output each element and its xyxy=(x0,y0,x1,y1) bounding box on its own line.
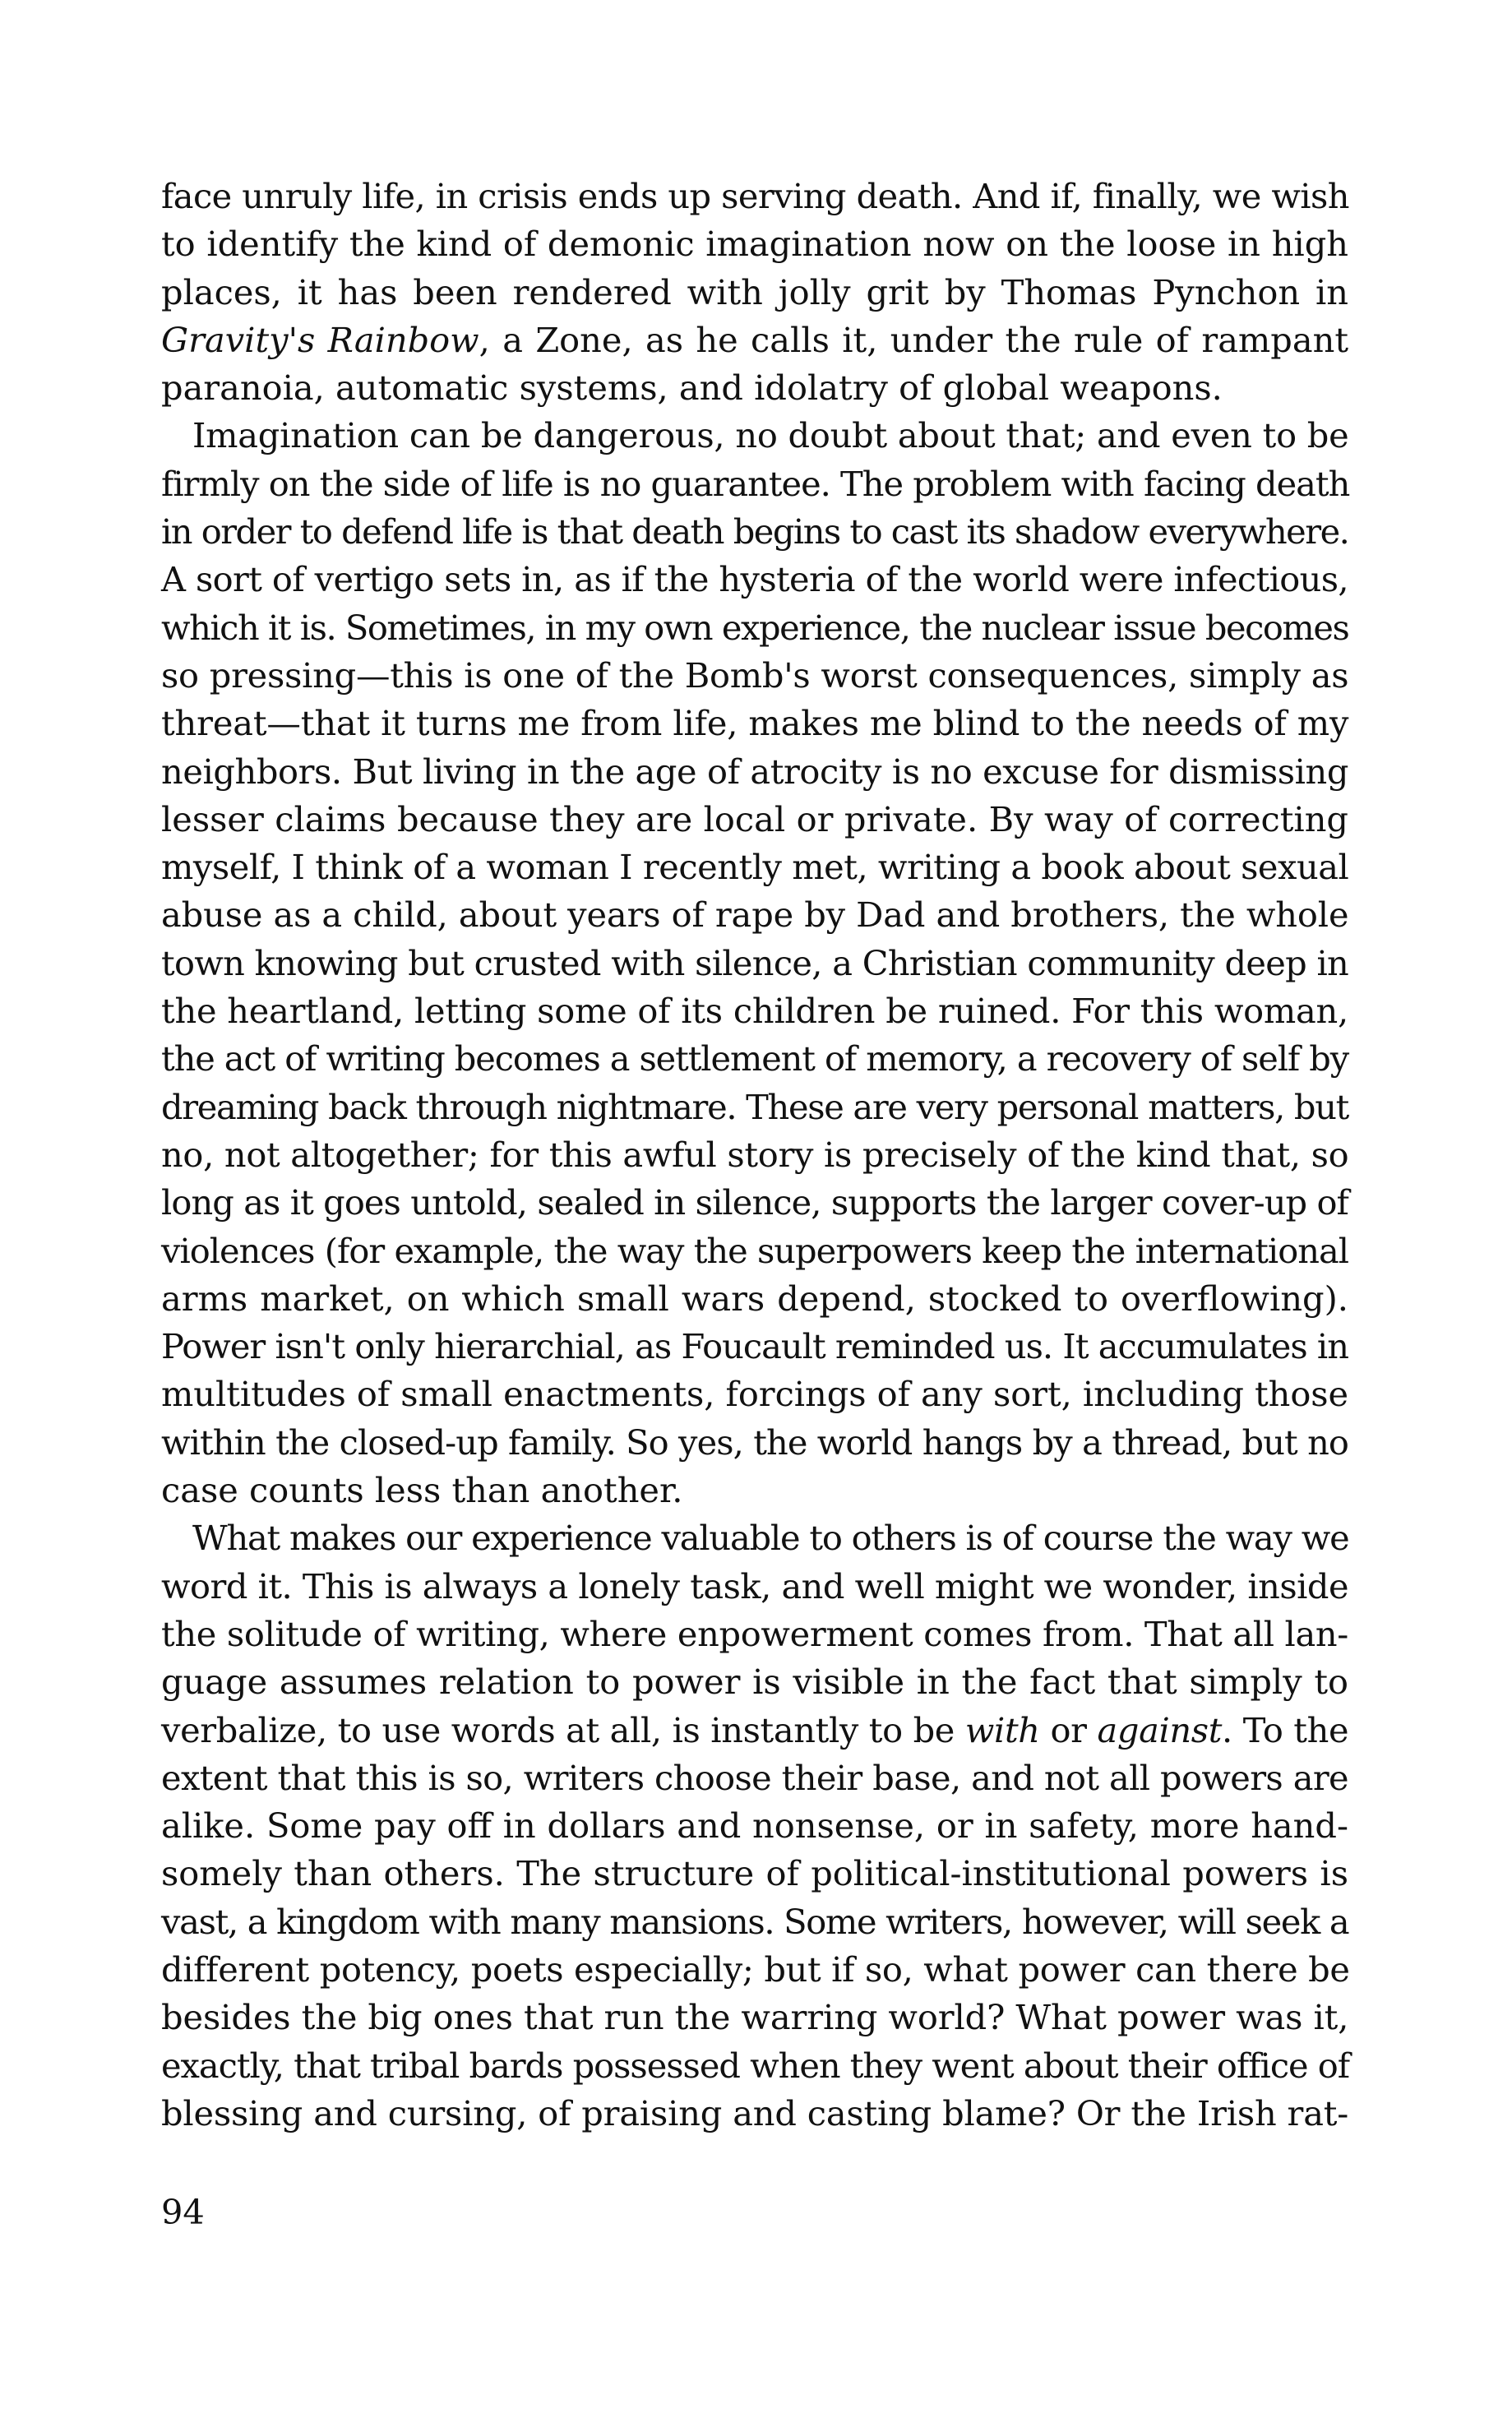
text-line: besides the big ones that run the warring world? What power was it, xyxy=(161,1997,1349,2038)
text-segment: . To the xyxy=(1222,1709,1349,1750)
text-line: What makes our experience valuable to others is of course the way we xyxy=(192,1518,1349,1559)
text-line: town knowing but crusted with silence, a Christian community deep in xyxy=(161,942,1349,983)
text-line: myself, I think of a woman I recently met, writing a book about sexual xyxy=(161,847,1349,888)
text-line: multitudes of small enactments, forcings of any sort, including those xyxy=(161,1374,1349,1415)
text-line: A sort of vertigo sets in, as if the hysteria of the world were infectious, xyxy=(161,559,1348,600)
text-line: extent that this is so, writers choose their base, and not all powers are xyxy=(161,1757,1348,1798)
text-line: long as it goes untold, sealed in silence, supports the larger cover-up of xyxy=(161,1182,1348,1223)
text-line: word it. This is always a lonely task, and well might we wonder, inside xyxy=(161,1565,1349,1606)
text-line: the solitude of writing, where enpowerment comes from. That all lan- xyxy=(161,1613,1348,1654)
text-line: neighbors. But living in the age of atrocity is no excuse for dismissing xyxy=(161,751,1348,792)
text-segment: or xyxy=(1039,1709,1098,1750)
text-line: dreaming back through nightmare. These are very personal matters, but xyxy=(161,1086,1348,1127)
body-text xyxy=(161,173,1348,2138)
text-line: case counts less than another. xyxy=(161,1470,683,1511)
text-line: Power isn't only hierarchial, as Foucault reminded us. It accumulates in xyxy=(161,1326,1348,1367)
text-line: face unruly life, in crisis ends up serving death. And if, finally, we wish xyxy=(161,176,1349,216)
text-line: alike. Some pay off in dollars and nonsense, or in safety, more hand- xyxy=(161,1805,1348,1847)
text-line: in order to defend life is that death begins to cast its shadow everywhere. xyxy=(161,511,1349,552)
italic-text: against xyxy=(1097,1709,1223,1750)
text-line: arms market, on which small wars depend, stocked to overflowing). xyxy=(161,1278,1348,1319)
text-line: to identify the kind of demonic imagination now on the loose in high xyxy=(161,224,1348,265)
paragraph xyxy=(161,412,1348,1514)
text-line: firmly on the side of life is no guarantee. The problem with facing death xyxy=(161,463,1350,504)
text-line: somely than others. The structure of political-institutional powers is xyxy=(161,1853,1348,1894)
text-line xyxy=(161,1707,1348,1754)
text-line xyxy=(161,317,1348,364)
text-line: violences (for example, the way the superpowers keep the international xyxy=(161,1230,1348,1271)
text-line: which it is. Sometimes, in my own experience, the nuclear issue becomes xyxy=(161,607,1349,648)
text-line: paranoia, automatic systems, and idolatry of global weapons. xyxy=(161,367,1223,409)
text-line: so pressing—this is one of the Bomb's worst consequences, simply as xyxy=(161,654,1349,696)
text-line: threat—that it turns me from life, makes me blind to the needs of my xyxy=(161,703,1349,744)
page-number: 94 xyxy=(161,2192,205,2232)
text-segment: verbalize, to use words at all, is instantly to be xyxy=(161,1709,965,1750)
text-line: Imagination can be dangerous, no doubt about that; and even to be xyxy=(192,415,1349,456)
text-line: exactly, that tribal bards possessed when they went about their office of xyxy=(161,2045,1350,2086)
text-line: the heartland, letting some of its children be ruined. For this woman, xyxy=(161,991,1348,1032)
italic-text: Gravity's Rainbow xyxy=(161,319,479,360)
text-line: places, it has been rendered with jolly grit by Thomas Pynchon in xyxy=(161,271,1348,312)
text-line: blessing and cursing, of praising and casting blame? Or the Irish rat- xyxy=(161,2092,1349,2133)
text-line: within the closed-up family. So yes, the world hangs by a thread, but no xyxy=(161,1421,1348,1463)
text-line: lesser claims because they are local or private. By way of correcting xyxy=(161,798,1348,839)
paragraph xyxy=(161,1514,1348,2138)
text-line: no, not altogether; for this awful story is precisely of the kind that, so xyxy=(161,1134,1349,1175)
text-line: abuse as a child, about years of rape by Dad and brothers, the whole xyxy=(161,894,1349,936)
text-line: vast, a kingdom with many mansions. Some writers, however, will seek a xyxy=(161,1901,1349,1942)
text-line: different potency, poets especially; but if so, what power can there be xyxy=(161,1948,1350,1990)
text-line: the act of writing becomes a settlement of memory, a recovery of self by xyxy=(161,1038,1349,1079)
italic-text: with xyxy=(964,1709,1040,1750)
paragraph xyxy=(161,173,1348,412)
text-line: guage assumes relation to power is visible in the fact that simply to xyxy=(161,1662,1348,1703)
text-segment: , a Zone, as he calls it, under the rule of rampant xyxy=(479,319,1348,360)
